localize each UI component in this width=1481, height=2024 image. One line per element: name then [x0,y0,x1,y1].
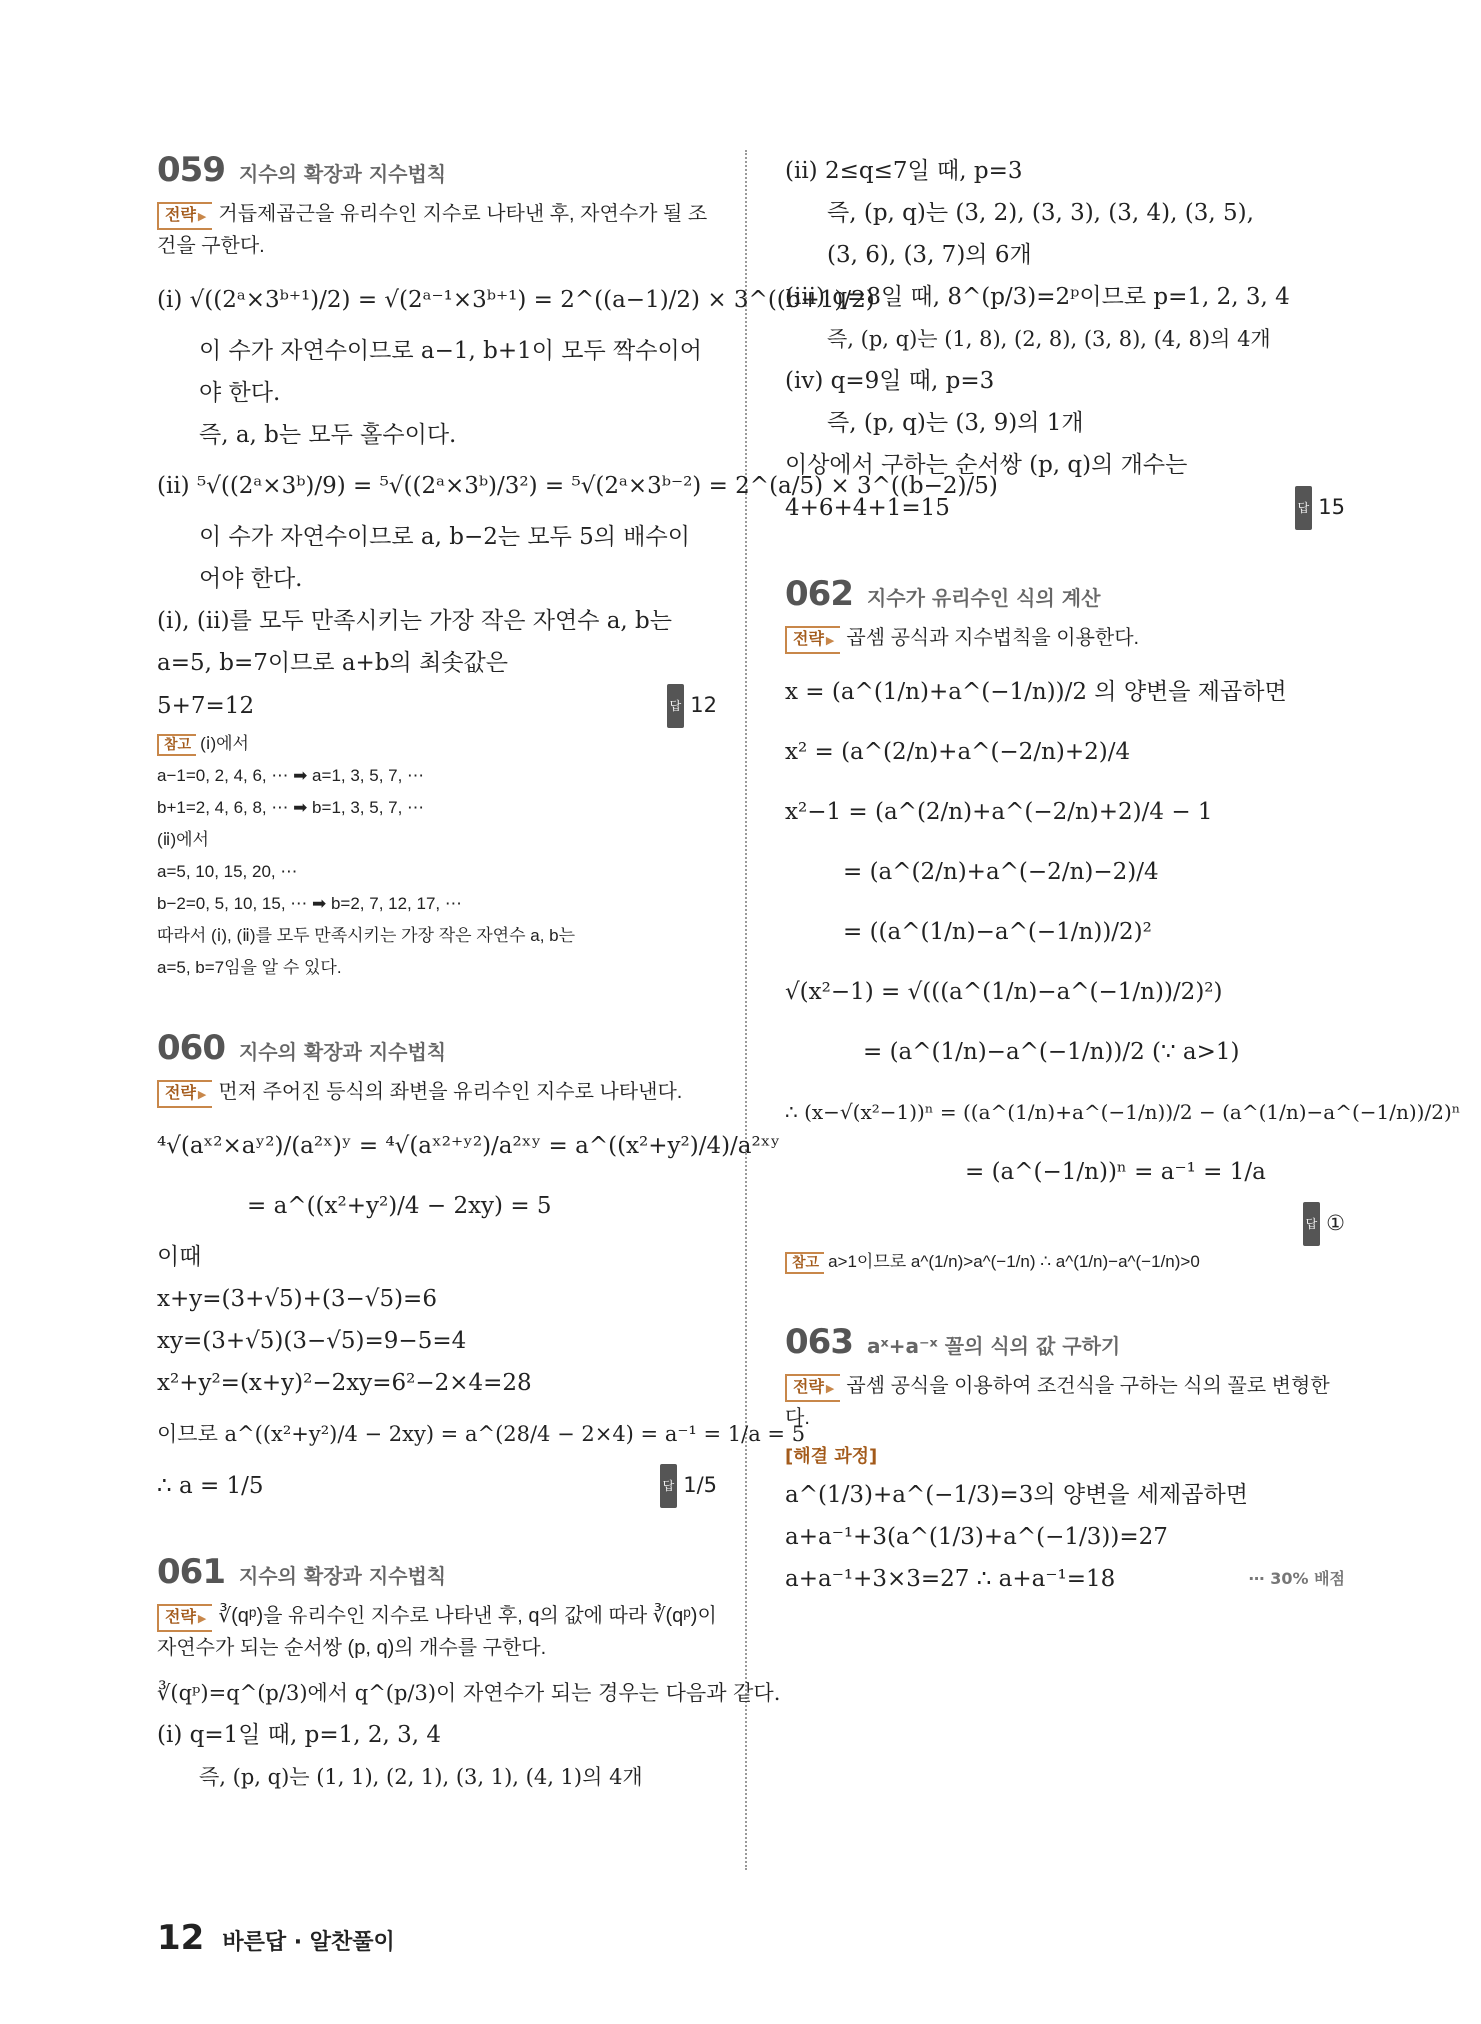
answer-label: 답 [1303,1202,1321,1246]
solution-line: 즉, (p, q)는 (1, 1), (2, 1), (3, 1), (4, 1)의 4개 [199,1765,643,1789]
answer-label: 답 [1295,486,1313,530]
solution-line: (ⅳ) q=9일 때, p=3 [785,368,995,394]
solution-line: 5+7=12 [157,693,255,719]
problem-number: 060 [157,1028,225,1068]
problem-header [785,1322,1345,1362]
note-tag: 참고 [785,1252,824,1274]
answer-row [785,1202,1345,1246]
process-label: [해결 과정] [785,1446,878,1467]
problem-063 [785,1322,1345,1600]
problem-061-continued [785,150,1345,530]
answer-value: 15 [1318,495,1345,519]
solution-line: 즉, (p, q)는 (3, 2), (3, 3), (3, 4), (3, 5), [827,200,1254,226]
strategy-text: 곱셈 공식과 지수법칙을 이용한다. [846,627,1140,649]
answer-value: 12 [690,693,717,717]
note-line: 따라서 (ⅰ), (ⅱ)를 모두 만족시키는 가장 작은 자연수 a, b는 [157,926,576,945]
solution-line: 이므로 a^((x²+y²)/4 − 2xy) = a^(28/4 − 2×4) = a⁻¹ = 1/a = 5 [157,1422,806,1446]
strategy-text: 먼저 주어진 등식의 좌변을 유리수인 지수로 나타낸다. [218,1081,683,1103]
strategy-tag: 전략 ▶ [785,1374,840,1402]
problem-header [157,1028,717,1068]
solution-line: = ((a^(1/n)−a^(−1/n))/2)² [843,919,1152,945]
strategy [157,1600,717,1664]
note-line: a=5, 10, 15, 20, ⋯ [157,862,298,881]
solution-line: = (a^(−1/n))ⁿ = a⁻¹ = 1/a [965,1159,1266,1185]
solution-line: ⁴√(aˣ²×aʸ²)/(a²ˣ)ʸ = ⁴√(aˣ²⁺ʸ²)/a²ˣʸ = a^((x²+y²)/4)/a²ˣʸ [157,1133,781,1159]
problem-header [157,1552,717,1592]
strategy-tag: 전략 ▶ [785,626,840,654]
solution-line: 야 한다. [199,380,281,406]
strategy-text: ∛(qᵖ)을 유리수인 지수로 나타낸 후, q의 값에 따라 ∛(qᵖ)이 자연수가 되는 순서쌍 (p, q)의 개수를 구한다. [157,1605,717,1659]
answer-row [785,486,1345,530]
solution-line: (ⅰ) √((2ᵃ×3ᵇ⁺¹)/2) = √(2ᵃ⁻¹×3ᵇ⁺¹) = 2^((a−1)/2) × 3^((b+1)/2) [157,287,875,313]
strategy [157,198,717,262]
solution-line: 즉, (p, q)는 (3, 9)의 1개 [827,410,1084,436]
solution-line: 4+6+4+1=15 [785,495,950,521]
solution-line: (ⅲ) q=8일 때, 8^(p/3)=2ᵖ이므로 p=1, 2, 3, 4 [785,284,1290,310]
note-line: (ⅱ)에서 [157,830,209,849]
solution-line: (ⅱ) 2≤q≤7일 때, p=3 [785,158,1023,184]
solution-line: = (a^(1/n)−a^(−1/n))/2 (∵ a>1) [863,1039,1240,1065]
solution-line: 즉, a, b는 모두 홀수이다. [199,422,457,448]
solution-line: 이때 [157,1244,202,1270]
note-line: b+1=2, 4, 6, 8, ⋯ ➡ b=1, 3, 5, 7, ⋯ [157,798,425,817]
page-number: 12 [157,1918,205,1958]
solution-line: ∴ (x−√(x²−1))ⁿ = ((a^(1/n)+a^(−1/n))/2 − (a^(1/n)−a^(−1/n))/2)ⁿ [785,1100,1461,1124]
solution-line: (ⅱ) ⁵√((2ᵃ×3ᵇ)/9) = ⁵√((2ᵃ×3ᵇ)/3²) = ⁵√(2ᵃ×3ᵇ⁻²) = 2^(a/5) × 3^((b−2)/5) [157,473,998,499]
book-title: 바른답 · 알찬풀이 [222,1930,395,1955]
strategy-text: 곱셈 공식을 이용하여 조건식을 구하는 식의 꼴로 변형한다. [785,1375,1330,1429]
solution-line: √(x²−1) = √(((a^(1/n)−a^(−1/n))/2)²) [785,979,1223,1005]
note-line: a−1=0, 2, 4, 6, ⋯ ➡ a=1, 3, 5, 7, ⋯ [157,766,425,785]
answer-label: 답 [667,684,685,728]
note-line: b−2=0, 5, 10, 15, ⋯ ➡ b=2, 7, 12, 17, ⋯ [157,894,462,913]
solution-line: ∛(qᵖ)=q^(p/3)에서 q^(p/3)이 자연수가 되는 경우는 다음과 같다. [157,1681,781,1705]
problem-number: 059 [157,150,225,190]
note-line: a=5, b=7임을 알 수 있다. [157,958,342,977]
solution-line: 이상에서 구하는 순서쌍 (p, q)의 개수는 [785,452,1188,478]
strategy-tag: 전략 ▶ [157,1604,212,1632]
note-line: 참고 a>1이므로 a^(1/n)>a^(−1/n) ∴ a^(1/n)−a^(−1/n)>0 [785,1246,1345,1278]
solution-line: a+a⁻¹+3×3=27 ∴ a+a⁻¹=18 [785,1566,1116,1592]
solution-line: (3, 6), (3, 7)의 6개 [827,242,1032,268]
problem-header [157,150,717,190]
solution-line: (ⅰ), (ⅱ)를 모두 만족시키는 가장 작은 자연수 a, b는 [157,608,672,634]
solution-line: x² = (a^(2/n)+a^(−2/n)+2)/4 [785,739,1131,765]
column-divider [745,150,747,1870]
solution-line: x²+y²=(x+y)²−2xy=6²−2×4=28 [157,1370,532,1396]
problem-061 [157,1552,781,1798]
answer-row [785,1558,1345,1600]
score-note: ⋯ 30% 배점 [1248,1569,1345,1588]
solution-line: ∴ a = 1/5 [157,1473,264,1499]
note-block [157,728,717,984]
answer-value: 1/5 [683,1473,717,1497]
strategy-tag: 전략 ▶ [157,202,212,230]
problem-title: 지수의 확장과 지수법칙 [238,162,447,186]
problem-062 [785,574,1461,1278]
solution-line: a+a⁻¹+3(a^(1/3)+a^(−1/3))=27 [785,1524,1168,1550]
note-tag: 참고 [157,734,196,756]
page-footer [157,1918,395,1958]
problem-title: 지수의 확장과 지수법칙 [238,1564,447,1588]
strategy [785,622,1345,654]
problem-header [785,574,1345,614]
solution-line: a=5, b=7이므로 a+b의 최솟값은 [157,650,508,676]
solution-line: a^(1/3)+a^(−1/3)=3의 양변을 세제곱하면 [785,1482,1248,1508]
answer-value: ① [1326,1211,1345,1235]
solution-line: x²−1 = (a^(2/n)+a^(−2/n)+2)/4 − 1 [785,799,1213,825]
problem-title: aˣ+a⁻ˣ 꼴의 식의 값 구하기 [866,1334,1121,1358]
problem-title: 지수의 확장과 지수법칙 [238,1040,447,1064]
strategy-tag: 전략 ▶ [157,1080,212,1108]
problem-number: 063 [785,1322,853,1362]
answer [1303,1211,1345,1235]
solution-line: = (a^(2/n)+a^(−2/n)−2)/4 [843,859,1159,885]
solution-line: x+y=(3+√5)+(3−√5)=6 [157,1286,437,1312]
solution-line: 이 수가 자연수이므로 a, b−2는 모두 5의 배수이 [199,524,690,550]
solution-line: = a^((x²+y²)/4 − 2xy) = 5 [247,1193,552,1219]
problem-title: 지수가 유리수인 식의 계산 [866,586,1101,610]
strategy-text: 거듭제곱근을 유리수인 지수로 나타낸 후, 자연수가 될 조건을 구한다. [157,203,708,257]
solution-line: 이 수가 자연수이므로 a−1, b+1이 모두 짝수이어 [199,338,702,364]
solution-line: 즉, (p, q)는 (1, 8), (2, 8), (3, 8), (4, 8)의 4개 [827,327,1271,351]
problem-number: 062 [785,574,853,614]
solution-line: xy=(3+√5)(3−√5)=9−5=4 [157,1328,467,1354]
note-line: 참고 (ⅰ)에서 [157,728,717,760]
solution-line: (ⅰ) q=1일 때, p=1, 2, 3, 4 [157,1722,442,1748]
solution-line: 어야 한다. [199,566,303,592]
problem-number: 061 [157,1552,225,1592]
strategy [157,1076,717,1108]
strategy [785,1370,1345,1434]
answer [667,684,717,728]
answer [1295,486,1345,530]
solution-line: x = (a^(1/n)+a^(−1/n))/2 의 양변을 제곱하면 [785,679,1287,705]
answer-row [157,1464,717,1508]
right-column [785,150,1461,1600]
answer [660,1464,717,1508]
answer-label: 답 [660,1464,678,1508]
answer-row [157,684,717,728]
